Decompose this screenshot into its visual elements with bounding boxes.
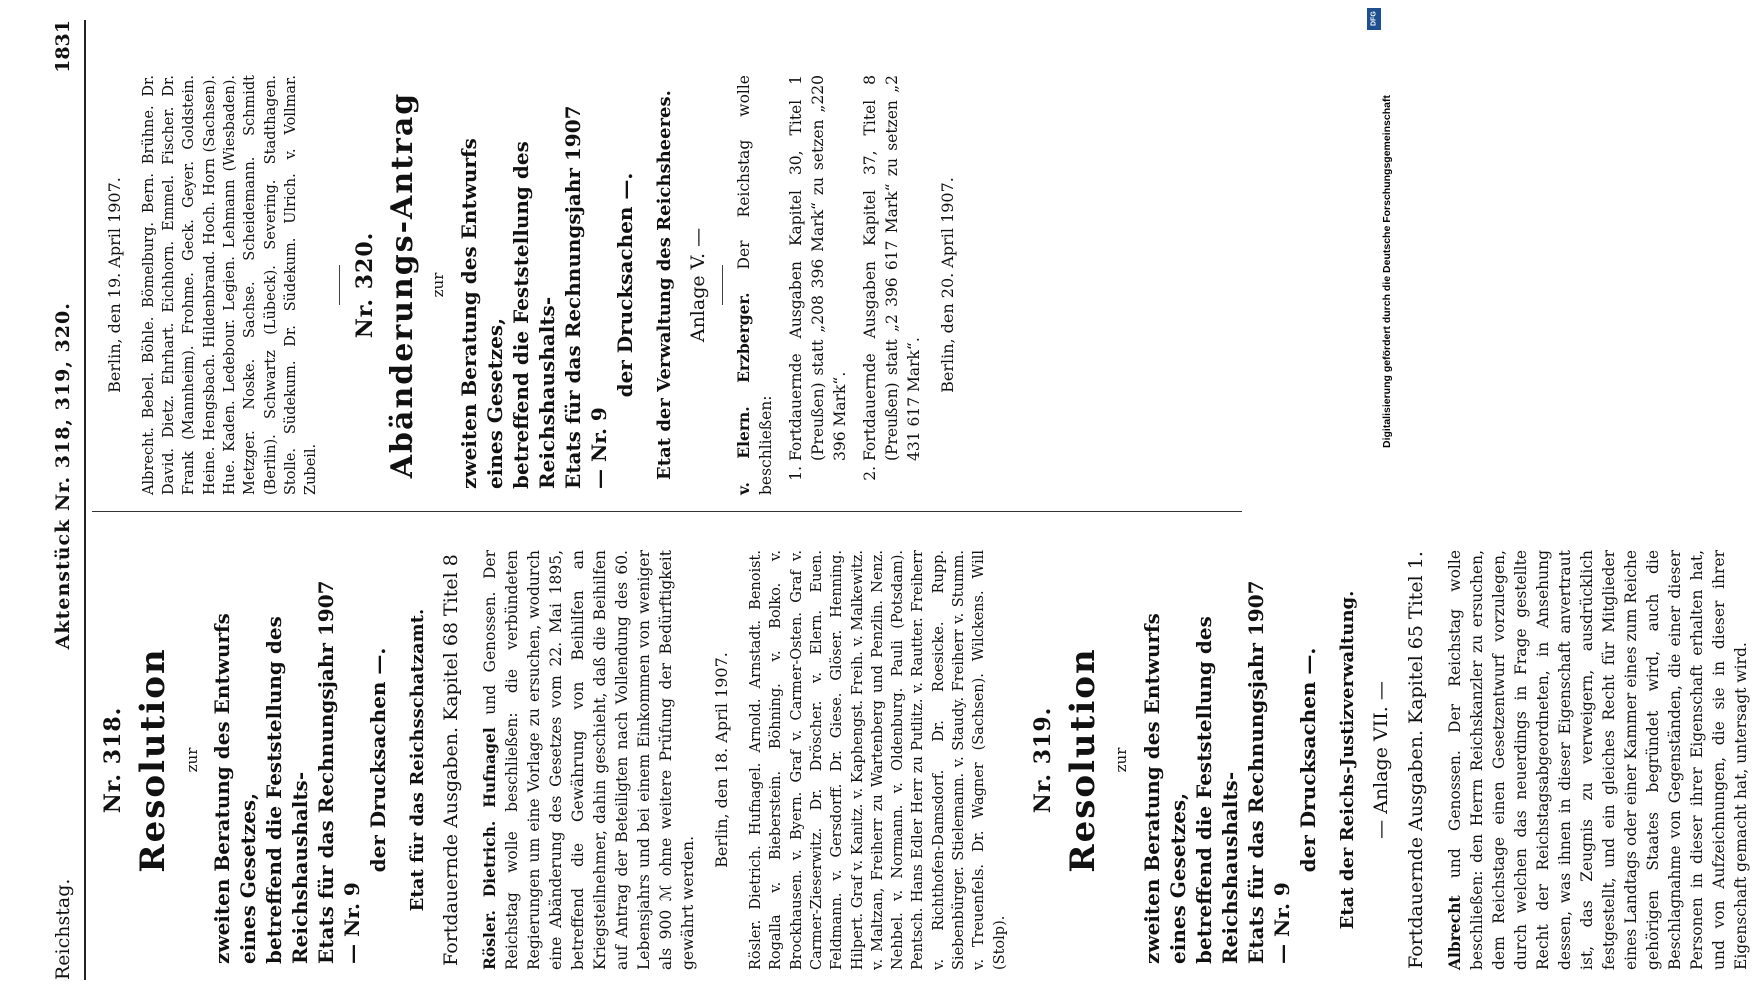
doc318-subject-line: Etats für das Rechnungsjahr 1907 — Nr. 9: [313, 580, 364, 964]
doc318-number: Nr. 318.: [100, 706, 126, 814]
page-number: 1831: [52, 20, 74, 73]
doc318-subject-line: der Drucksachen —.: [365, 647, 390, 873]
doc319-motion-text: und Genossen. Der Reichstag wolle beschließen: den Herrn Reichskanzler zu ersuchen, dem Reichstage einen Gesetzentwurf vorzulegen, durch welchen das neuerdings in Frage gestellte Recht der Reichstagsabgeordneten, in Ansehung dessen, was ihnen in dieser Eigenschaft anvertraut ist, das Zeugnis zu verweigern, ausdrücklich festgestellt, und ein gleiches Recht für Mitglieder eines Landtags oder einer Kammer eines zum Reiche gehörigen Staates begründet wird, auch die Beschlagnahme von Gegenständen, die einer dieser Personen in dieser ihrer Eigenschaft erhalten hat, und von Aufzeichnungen, die sie in dieser ihrer Eigenschaft gemacht hat, untersagt wird.: [1446, 550, 1751, 970]
doc320-subject-line: der Drucksachen —.: [612, 172, 637, 398]
dfg-attribution-text: Digitalisierung gefördert durch die Deutsche Forschungsgemeinschaft: [1381, 95, 1393, 448]
right-column: [92, 75, 1252, 495]
doc320-anlage: Anlage V. —: [687, 227, 710, 343]
doc320-motion-text: Der Reichstag wolle beschließen:: [735, 75, 776, 495]
dfg-attribution: [1367, 8, 1393, 458]
doc319-title: Resolution: [1063, 647, 1104, 873]
doc319-number: Nr. 319.: [1029, 706, 1056, 814]
page-header: [48, 20, 86, 980]
doc320-movers: v. Elern. Erzberger.: [734, 292, 754, 495]
doc319-ausgaben: Fortdauernde Ausgaben. Kapitel 65 Titel 1.: [1405, 551, 1428, 969]
doc318-signers: Rösler. Dietrich. Hufnagel. Arnold. Arnstadt. Benoist. Rogalla v. Bieberstein. Böhning. v. Bolko. v. Brockhausen. v. Byern. Graf v. Carmer-Osten. Graf v. Carmer-Zieserwitz. Dr. Dröscher. v. Elern. Euen. Feldmann. v. Gersdorff. Dr. Giese. Glöser. Henning. Hilpert. Graf v. Kanitz. v. Kaphengst. Freih. v. Malkewitz. v. Maltzan, Freiherr zu Wartenberg und Penzlin. Nenz. Nehbel. v. Normann. v. Oldenburg. Pauli (Potsdam). Pentsch. Hans Edler Herr zu Putlitz. v. Rautter. Freiherr v. Richthofen-Damsdorf. Dr. Roesicke. Rupp. Siebenbürger. Stielemann. v. Staudy. Freiherr v. Stumm. v. Treuenfels. Dr. Wagner (Sachsen). Wilckens. Will (Stolp).: [748, 550, 1008, 970]
doc318-subject-line: betreffend die Feststellung des Reichshaushalts-: [261, 616, 312, 964]
doc320-subject: [456, 81, 638, 489]
doc319-zur: zur: [1112, 747, 1131, 773]
doc320-subject-line: zweiten Beratung des Entwurfs eines Gesetzes,: [456, 138, 507, 489]
doc318-zur: zur: [182, 747, 201, 773]
left-column: [92, 550, 1751, 970]
doc320-subject-line: Etats für das Rechnungsjahr 1907 — Nr. 9: [560, 105, 611, 489]
doc318-subject: [209, 556, 391, 964]
divider-rule: [722, 265, 723, 305]
doc320-items: [785, 75, 925, 495]
doc319-subject-line: zweiten Beratung des Entwurfs eines Gesetzes,: [1139, 613, 1190, 964]
doc318-motion: [479, 550, 699, 970]
doc320-number: Nr. 320.: [352, 231, 379, 339]
doc318-motion-text: und Genossen. Der Reichstag wolle beschließen: die verbündeten Regierungen um eine Vorlage zu ersuchen, wodurch eine Abänderung des Gesetzes vom 22. Mai 1895, betreffend die Gewährung von Beihilfen an Kriegsteilnehmer, dahin geschieht, daß die Beihilfen auf Antrag der Beteiligten nach Vollendung des 60. Lebensjahrs und bei einem Einkommen von weniger als 900 ℳ ohne weitere Prüfung der Bedürftigkeit gewährt werden.: [481, 550, 698, 970]
column-divider: [92, 511, 1242, 512]
doc319-etat: Etat der Reichs-Justizverwaltung.: [1336, 590, 1358, 930]
doc318-movers: Rösler. Dietrich. Hufnagel: [480, 727, 500, 970]
doc320-zur: zur: [429, 272, 448, 298]
doc320-date: Berlin, den 20. April 1907.: [938, 177, 958, 393]
doc320-item: 1. Fortdauernde Ausgaben Kapitel 30, Titel 1 (Preußen) statt „208 396 Mark“ zu setzen „220 396 Mark“.: [785, 75, 851, 461]
doc318-date: Berlin, den 18. April 1907.: [712, 652, 732, 868]
doc319-subject-line: betreffend die Feststellung des Reichshaushalts-: [1191, 616, 1242, 964]
doc319-anlage: — Anlage VII. —: [1370, 681, 1393, 839]
doc320-etat: Etat der Verwaltung des Reichsheeres.: [653, 90, 675, 480]
header-left: Reichstag.: [52, 878, 74, 980]
doc319-movers: Albrecht: [1445, 895, 1465, 970]
dfg-logo: DFG: [1367, 8, 1381, 30]
doc320-subject-line: betreffend die Feststellung des Reichshaushalts-: [508, 141, 559, 489]
doc319-signers: Albrecht. Bebel. Böhle. Bömelburg. Bern. Brühne. Dr. David. Dietz. Ehrhart. Eichhorn. Emmel. Fischer. Dr. Frank (Mannheim). Frohme. Geck. Geyer. Goldstein. Heine. Hengsbach. Hildenbrand. Hoch. Horn (Sachsen). Hue. Kaden. Ledebour. Legien. Lehmann (Wiesbaden). Metzger. Noske. Sachse. Scheidemann. Schmidt (Berlin). Schwartz (Lübeck). Severing. Stadthagen. Stolle. Südekum. Dr. Südekum. Ulrich. v. Vollmar. Zubeil.: [140, 75, 320, 495]
doc318-subject-line: zweiten Beratung des Entwurfs eines Gesetzes,: [209, 613, 260, 964]
doc320-title: Abänderungs-Antrag: [384, 91, 420, 479]
doc319-subject-line: der Drucksachen —.: [1295, 647, 1320, 873]
doc319-subject: [1139, 556, 1321, 964]
doc318-title: Resolution: [133, 647, 174, 873]
doc319-subject-line: Etats für das Rechnungsjahr 1907 — Nr. 9: [1243, 580, 1294, 964]
doc318-etat: Etat für das Reichsschatzamt.: [406, 608, 428, 912]
doc318-ausgaben: Fortdauernde Ausgaben. Kapitel 68 Titel 8: [440, 554, 463, 966]
doc320-motion: [733, 75, 777, 495]
doc319-date: Berlin, den 19. April 1907.: [105, 177, 124, 393]
divider-rule: [339, 265, 340, 305]
doc320-item: 2. Fortdauernde Ausgaben Kapitel 37, Titel 8 (Preußen) statt „2 396 617 Mark“ zu setzen „2 431 617 Mark“.: [859, 75, 925, 461]
header-center: Aktenstück Nr. 318, 319, 320.: [52, 302, 74, 650]
doc319-motion-start: [1444, 550, 1752, 970]
